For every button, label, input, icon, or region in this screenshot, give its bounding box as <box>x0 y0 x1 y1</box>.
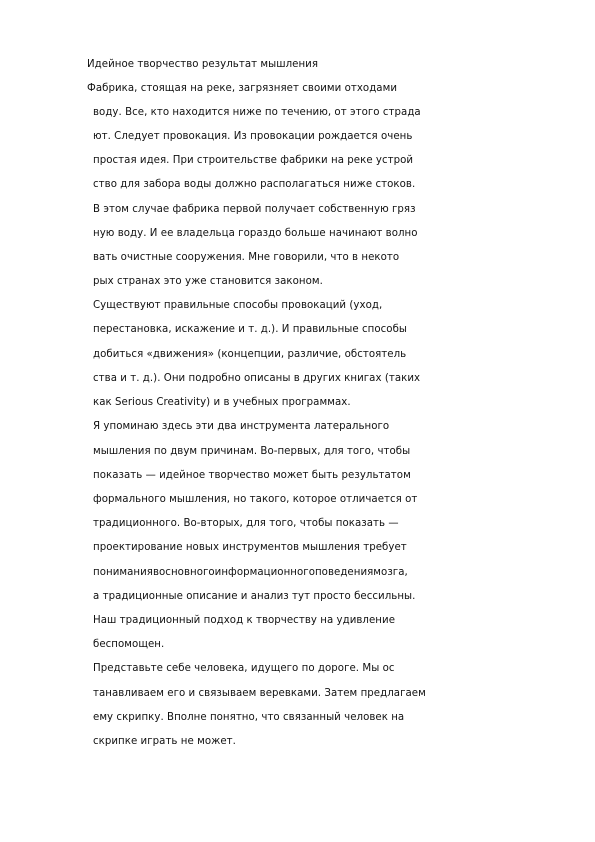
paragraph-line: Фабрика, стоящая на реке, загрязняет своими отходами <box>87 83 398 94</box>
paragraph-line: ему скрипку. Вполне понятно, что связанный человек на <box>93 712 405 723</box>
paragraph-line: Представьте себе человека, идущего по дороге. Мы ос <box>93 663 395 674</box>
paragraph-line: скрипке играть не может. <box>93 736 236 747</box>
paragraph-line: простая идея. При строительстве фабрики на реке устрой <box>93 155 414 166</box>
paragraph-line: ют. Следует провокация. Из провокации рождается очень <box>93 131 413 142</box>
paragraph-line: воду. Все, кто находится ниже по течению, от этого страда <box>93 107 421 118</box>
paragraph-line: добиться «движения» (концепции, различие, обстоятель <box>93 349 407 360</box>
document-title: Идейное творчество результат мышления <box>87 59 319 70</box>
paragraph-line: традиционного. Во-вторых, для того, чтобы показать — <box>93 518 399 529</box>
paragraph-line: Я упоминаю здесь эти два инструмента латерального <box>93 421 390 432</box>
paragraph-line: мышления по двум причинам. Во-первых, для того, чтобы <box>93 446 411 457</box>
paragraph-line: перестановка, искажение и т. д.). И правильные способы <box>93 324 408 335</box>
paragraph-line: ство для забора воды должно располагаться ниже стоков. <box>93 179 416 190</box>
paragraph-line: пониманиявосновногоинформационногоповедениямозга, <box>93 567 408 578</box>
paragraph-line: формального мышления, но такого, которое отличается от <box>93 494 418 505</box>
paragraph-line: а традиционные описание и анализ тут просто бессильны. <box>93 591 416 602</box>
paragraph-line: Наш традиционный подход к творчеству на удивление <box>93 615 396 626</box>
paragraph-line: проектирование новых инструментов мышления требует <box>93 542 407 553</box>
paragraph-line: рых странах это уже становится законом. <box>93 276 323 287</box>
paragraph-line: Существуют правильные способы провокаций (уход, <box>93 300 383 311</box>
paragraph-line: показать — идейное творчество может быть результатом <box>93 470 411 481</box>
paragraph-line: беспомощен. <box>93 639 165 650</box>
paragraph-line: В этом случае фабрика первой получает собственную гряз <box>93 204 416 215</box>
paragraph-line: как Serious Creativity) и в учебных программах. <box>93 397 351 408</box>
paragraph-line: танавливаем его и связываем веревками. Затем предлагаем <box>93 688 426 699</box>
paragraph-line: ства и т. д.). Они подробно описаны в других книгах (таких <box>93 373 421 384</box>
paragraph-line: вать очистные сооружения. Мне говорили, что в некото <box>93 252 400 263</box>
paragraph-line: ную воду. И ее владельца гораздо больше начинают волно <box>93 228 418 239</box>
